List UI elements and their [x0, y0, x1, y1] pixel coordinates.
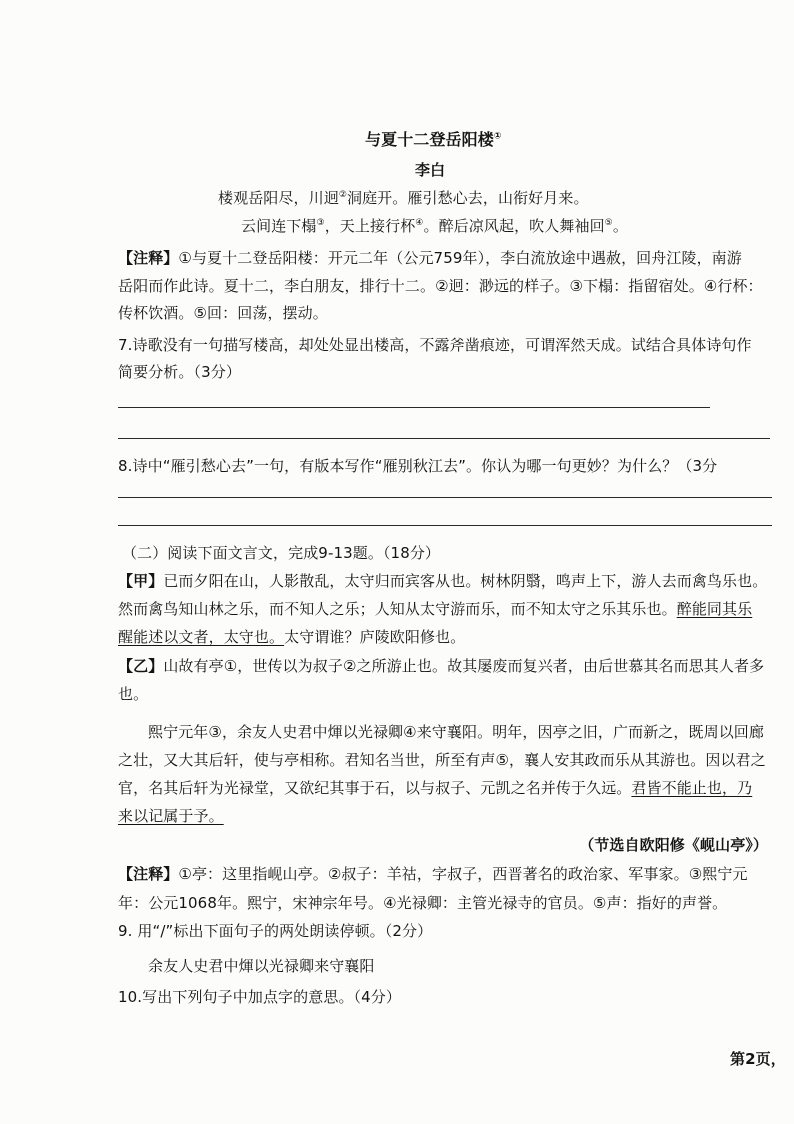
notes-label: 【注释】 [118, 865, 179, 883]
passage-yi-line-2: 也。 [118, 685, 149, 703]
passage-source: （节选自欧阳修《岘山亭》） [579, 836, 768, 854]
passage-jia-line-3 [118, 627, 465, 647]
question-10: 10.写出下列句子中加点字的意思。（4分） [118, 988, 402, 1006]
poem-notes-line-2: 岳阳而作此诗。夏十二，李白朋友，排行十二。②迥：渺远的样子。③下榻：指留宿处。④行杯： [118, 277, 763, 295]
notes-text: ①与夏十二登岳阳楼：开元二年（公元759年），李白流放途中遇赦，回舟江陵，南游 [178, 249, 742, 267]
note-mark: ③ [316, 218, 325, 228]
passage-yi-p2-line-1: 熙宁元年③，余友人史君中煇以光禄卿④来守襄阳。明年，因亭之旧，广而新之，既周以回廊 [148, 723, 764, 741]
answer-line [118, 525, 772, 526]
question-7-line-2: 简要分析。（3分） [118, 363, 241, 381]
answer-line [118, 407, 710, 408]
poem-line-1-seg: 楼观岳阳尽，川迥 [218, 189, 339, 207]
answer-line [118, 497, 772, 498]
poem-title [365, 130, 502, 150]
passage-text: 太守谓谁？庐陵欧阳修也。 [284, 628, 466, 646]
underlined-sentence: 醉能同其乐 [676, 600, 753, 618]
passage-yi-p2-line-3 [118, 778, 752, 798]
underlined-sentence: 君皆不能止也，乃 [631, 779, 753, 797]
poem-line-1-seg: 洞庭开。雁引愁心去，山衔好月来。 [346, 189, 589, 207]
poem-line-2-seg: 。醉后凉风起，吹人舞袖回 [423, 217, 605, 235]
passage-text: 已而夕阳在山，人影散乱，太守归而宾客从也。树林阴翳，鸣声上下，游人去而禽鸟乐也。 [163, 572, 768, 590]
note-mark: ④ [415, 218, 424, 228]
passage-jia-line-1 [118, 571, 767, 591]
poem-line-2-seg: ，天上接行杯 [324, 217, 416, 235]
note-mark: ② [338, 190, 347, 200]
passage-yi-p2-line-2: 之壮，又大其后轩，使与亭相称。君知名当世，所至有声⑤，襄人安其政而乐从其游也。因以君之 [118, 751, 766, 769]
note-mark: ⑤ [604, 218, 613, 228]
notes-text: ①亭：这里指岘山亭。②叔子：羊祜，字叔子，西晋著名的政治家、军事家。③熙宁元 [178, 865, 748, 883]
poem-line-1 [218, 188, 589, 208]
section-2-heading: （二）阅读下面文言文，完成9-13题。（18分） [122, 544, 441, 562]
poem-author: 李白 [415, 161, 446, 179]
question-7-line-1: 7.诗歌没有一句描写楼高，却处处显出楼高，不露斧凿痕迹，可谓浑然天成。试结合具体诗句作 [118, 336, 752, 354]
passage-text: 山故有亭①，世传以为叔子②之所游止也。故其屡废而复兴者，由后世慕其名而思其人者多 [163, 657, 765, 675]
poem-notes-line-1 [118, 248, 742, 268]
passage-yi-line-1 [118, 656, 764, 676]
page-number: 第2页， [730, 1050, 786, 1068]
poem-title-note-mark: ① [493, 131, 502, 142]
passage-notes-line-2: 年：公元1068年。熙宁，宋神宗年号。④光禄卿：主管光禄寺的官员。⑤声：指好的声誉。 [118, 894, 728, 912]
passage-jia-label: 【甲】 [118, 572, 164, 590]
passage-notes-line-1 [118, 864, 748, 884]
poem-title-text: 与夏十二登岳阳楼 [365, 130, 494, 149]
underlined-sentence: 醒能述以文者，太守也。 [118, 628, 285, 646]
passage-text: 然而禽鸟知山林之乐，而不知人之乐；人知从太守游而乐，而不知太守之乐其乐也。 [118, 600, 677, 618]
poem-notes-line-3: 传杯饮酒。⑤回：回荡，摆动。 [118, 304, 328, 322]
passage-yi-p2-line-4 [118, 806, 224, 826]
question-8: 8.诗中“雁引愁心去”一句，有版本写作“雁别秋江去”。你认为哪一句更妙？为什么？（3分 [118, 457, 718, 475]
passage-jia-line-2 [118, 599, 752, 619]
question-9: 9. 用“/”标出下面句子的两处朗读停顿。（2分） [118, 922, 433, 940]
notes-label: 【注释】 [118, 249, 179, 267]
passage-yi-label: 【乙】 [118, 657, 164, 675]
poem-line-2-seg: 云间连下榻 [241, 217, 317, 235]
question-9-sentence: 余友人史君中煇以光禄卿来守襄阳 [148, 957, 375, 975]
passage-text: 官，名其后轩为光禄堂，又欲纪其事于石，以与叔子、元凯之名并传于久远。 [118, 779, 632, 797]
poem-line-2-seg: 。 [612, 217, 628, 235]
poem-line-2 [241, 216, 628, 236]
answer-line [118, 438, 770, 439]
underlined-sentence: 来以记属于予。 [118, 807, 224, 825]
